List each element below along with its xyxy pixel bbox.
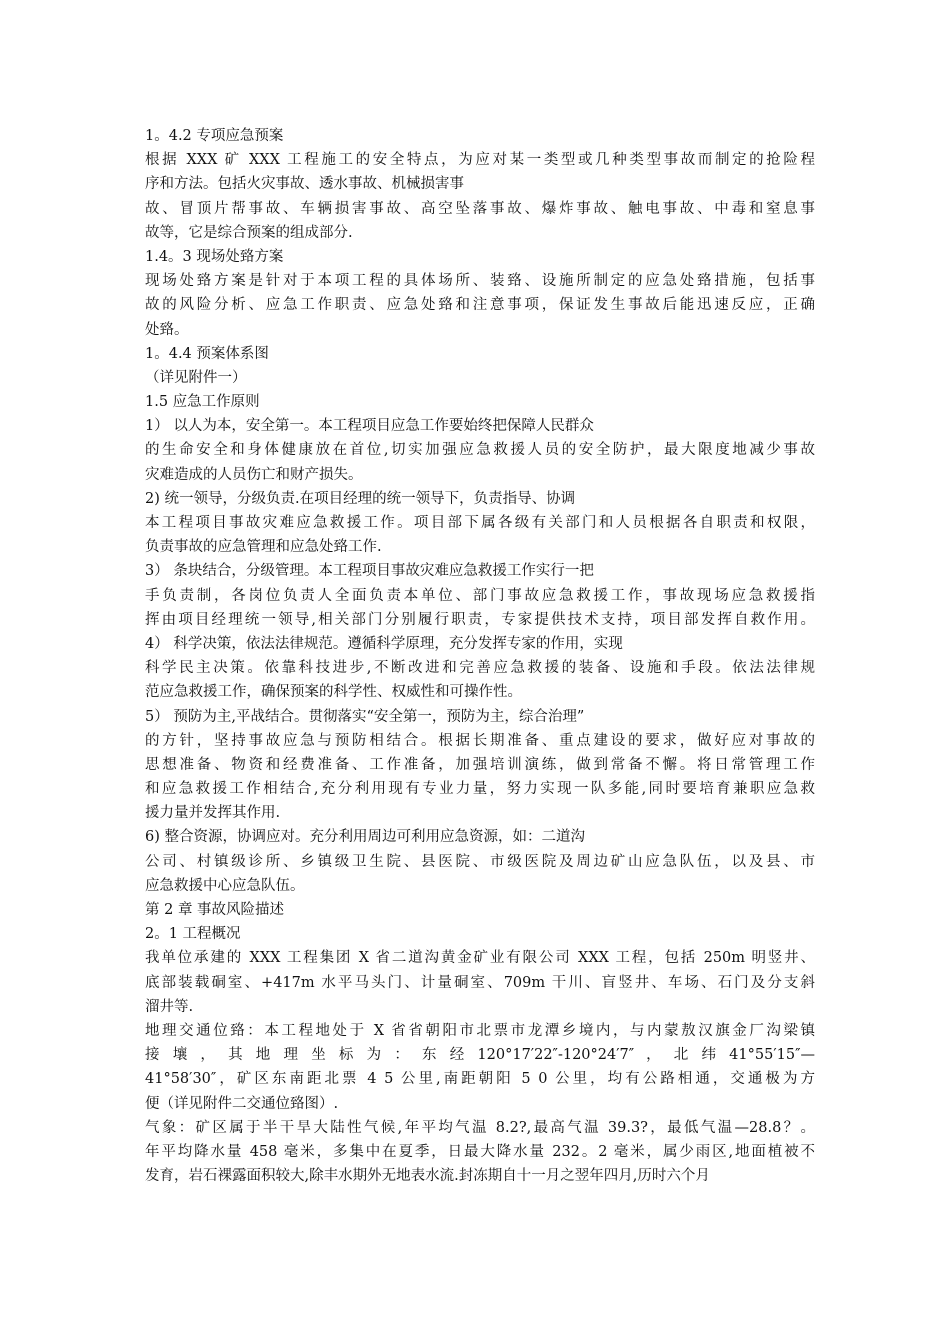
heading-1-4-2: 1。4.2 专项应急预案 <box>145 128 284 144</box>
paragraph-line: 负责事故的应急管理和应急处臵工作. <box>145 539 382 556</box>
principle-6-title: 6) 整合资源，协调应对。充分利用周边可利用应急资源，如：二道沟 <box>145 829 585 846</box>
paragraph-line: 故等，它是综合预案的组成部分. <box>145 224 353 241</box>
paragraph-line: 和应急救援工作相结合,充分利用现有专业力量，努力实现一队多能,同时要培育兼职应急救 <box>145 781 815 798</box>
paragraph-line: 的生命安全和身体健康放在首位,切实加强应急救援人员的安全防护，最大限度地减少事故 <box>145 442 815 459</box>
paragraph-line: 援力量并发挥其作用. <box>145 805 281 822</box>
paragraph-line: 便（详见附件二交通位臵图）. <box>145 1095 339 1112</box>
paragraph-line: 科学民主决策。依靠科技进步,不断改进和完善应急救援的装备、设施和手段。依法法律规 <box>145 660 815 677</box>
paragraph-line: （详见附件一） <box>145 369 247 386</box>
paragraph-line: 范应急救援工作，确保预案的科学性、权威性和可操作性。 <box>145 684 522 701</box>
paragraph-line: 公司、村镇级诊所、乡镇级卫生院、县医院、市级医院及周边矿山应急队伍，以及县、市 <box>145 853 815 870</box>
paragraph-line: 故、冒顶片帮事故、车辆损害事故、高空坠落事故、爆炸事故、触电事故、中毒和窒息事 <box>145 200 815 217</box>
paragraph-line: 发育，岩石裸露面积较大,除丰水期外无地表水流.封冻期自十一月之翌年四月,历时六个月 <box>145 1168 710 1185</box>
paragraph-line: 挥由项目经理统一领导,相关部门分别履行职责，专家提供技术支持，项目部发挥自救作用。 <box>145 611 815 628</box>
paragraph-line: 序和方法。包括火灾事故、透水事故、机械损害事 <box>145 176 464 193</box>
paragraph-line: 故的风险分析、应急工作职责、应急处臵和注意事项，保证发生事故后能迅速反应，正确 <box>145 297 815 314</box>
heading-2-1: 2。1 工程概况 <box>145 926 241 943</box>
paragraph-line: 我单位承建的 XXX 工程集团 X 省二道沟黄金矿业有限公司 XXX 工程，包括 250m 明竖井、 <box>145 950 815 967</box>
heading-1-4-4: 1。4.4 预案体系图 <box>145 345 269 362</box>
paragraph-line: 根据 XXX 矿 XXX 工程施工的安全特点，为应对某一类型或几种类型事故而制定的抢险程 <box>145 152 815 169</box>
paragraph-line: 41°58′30″，矿区东南距北票 4 5 公里,南距朝阳 5 0 公里，均有公路相通，交通极为方 <box>145 1071 815 1088</box>
principle-3-title: 3） 条块结合，分级管理。本工程项目事故灾难应急救援工作实行一把 <box>145 563 594 580</box>
paragraph-line: 本工程项目事故灾难应急救援工作。项目部下属各级有关部门和人员根据各自职责和权限， <box>145 515 815 531</box>
document-page <box>145 124 815 1188</box>
paragraph-line: 的方针，坚持事故应急与预防相结合。根据长期准备、重点建设的要求，做好应对事故的 <box>145 732 815 749</box>
heading-1-5: 1.5 应急工作原则 <box>145 394 260 411</box>
paragraph-line: 底部装载硐室、+417m 水平马头门、计量硐室、709m 干川、盲竖井、车场、石门及分支斜 <box>145 974 815 991</box>
paragraph-line: 处臵。 <box>145 321 189 338</box>
paragraph-line: 手负责制，各岗位负责人全面负责本单位、部门事故应急救援工作，事故现场应急救援指 <box>145 587 815 604</box>
paragraph-line: 溜井等. <box>145 998 194 1015</box>
paragraph-line: 气象：矿区属于半干旱大陆性气候,年平均气温 8.2?,最高气温 39.3?，最低气温—28.8？。 <box>145 1119 815 1136</box>
principle-5-title: 5） 预防为主,平战结合。贯彻落实“安全第一，预防为主，综合治理” <box>145 708 585 725</box>
paragraph-line: 应急救援中心应急队伍。 <box>145 877 305 894</box>
paragraph-line: 现场处臵方案是针对于本项工程的具体场所、装臵、设施所制定的应急处臵措施，包括事 <box>145 273 815 290</box>
paragraph-line: 地理交通位臵：本工程地处于 X 省省朝阳市北票市龙潭乡境内，与内蒙敖汉旗金厂沟梁镇 <box>145 1022 815 1039</box>
principle-4-title: 4） 科学决策，依法法律规范。遵循科学原理，充分发挥专家的作用，实现 <box>145 635 623 652</box>
paragraph-line: 思想准备、物资和经费准备、工作准备，加强培训演练，做到常备不懈。将日常管理工作 <box>145 756 815 773</box>
paragraph-line: 灾难造成的人员伤亡和财产损失。 <box>145 466 363 483</box>
paragraph-line: 接 壤 ， 其 地 理 坐 标 为 ： 东 经 120°17′22″-120°24′7″ ， 北 纬 41°55′15″— <box>145 1047 815 1064</box>
principle-2-title: 2) 统一领导，分级负责.在项目经理的统一领导下，负责指导、协调 <box>145 490 576 507</box>
principle-1-title: 1） 以人为本，安全第一。本工程项目应急工作要始终把保障人民群众 <box>145 418 594 435</box>
paragraph-line: 年平均降水量 458 毫米，多集中在夏季，日最大降水量 232。2 毫米，属少雨区,地面植被不 <box>145 1143 815 1160</box>
heading-1-4-3: 1.4。3 现场处臵方案 <box>145 248 284 265</box>
chapter-2-heading: 第 2 章 事故风险描述 <box>145 902 285 918</box>
